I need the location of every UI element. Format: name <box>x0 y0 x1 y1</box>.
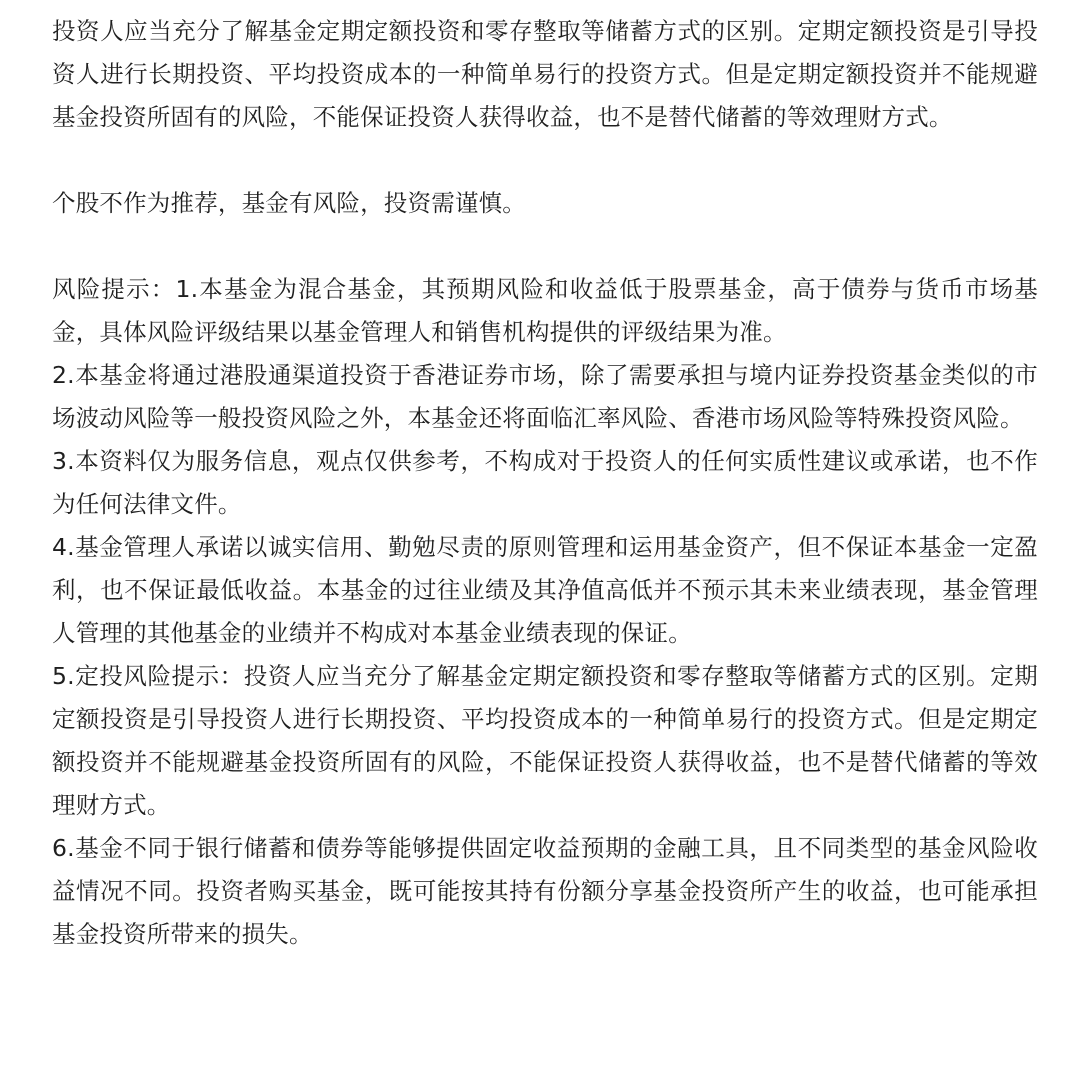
paragraph-dingtou-intro: 投资人应当充分了解基金定期定额投资和零存整取等储蓄方式的区别。定期定额投资是引导投资人进行长期投资、平均投资成本的一种简单易行的投资方式。但是定期定额投资并不能规避基金投资所固有的风险，不能保证投资人获得收益，也不是替代储蓄的等效理财方式。 <box>52 17 1038 131</box>
risk-item-5: 5.定投风险提示：投资人应当充分了解基金定期定额投资和零存整取等储蓄方式的区别。定期定额投资是引导投资人进行长期投资、平均投资成本的一种简单易行的投资方式。但是定期定额投资并不能规避基金投资所固有的风险，不能保证投资人获得收益，也不是替代储蓄的等效理财方式。 <box>52 662 1038 819</box>
risk-item-1: 风险提示：1.本基金为混合基金，其预期风险和收益低于股票基金，高于债券与货币市场基金，具体风险评级结果以基金管理人和销售机构提供的评级结果为准。 <box>52 275 1038 346</box>
paragraph-spacer <box>52 225 1038 268</box>
risk-item-2: 2.本基金将通过港股通渠道投资于香港证券市场，除了需要承担与境内证券投资基金类似的市场波动风险等一般投资风险之外，本基金还将面临汇率风险、香港市场风险等特殊投资风险。 <box>52 361 1038 432</box>
paragraph-disclaimer: 个股不作为推荐，基金有风险，投资需谨慎。 <box>52 189 526 217</box>
paragraph-spacer <box>52 139 1038 182</box>
article-body <box>52 10 1038 956</box>
risk-item-4: 4.基金管理人承诺以诚实信用、勤勉尽责的原则管理和运用基金资产，但不保证本基金一定盈利，也不保证最低收益。本基金的过往业绩及其净值高低并不预示其未来业绩表现，基金管理人管理的其他基金的业绩并不构成对本基金业绩表现的保证。 <box>52 533 1038 647</box>
risk-item-6: 6.基金不同于银行储蓄和债券等能够提供固定收益预期的金融工具，且不同类型的基金风险收益情况不同。投资者购买基金，既可能按其持有份额分享基金投资所产生的收益，也可能承担基金投资所带来的损失。 <box>52 834 1038 948</box>
risk-item-3: 3.本资料仅为服务信息，观点仅供参考，不构成对于投资人的任何实质性建议或承诺，也不作为任何法律文件。 <box>52 447 1038 518</box>
